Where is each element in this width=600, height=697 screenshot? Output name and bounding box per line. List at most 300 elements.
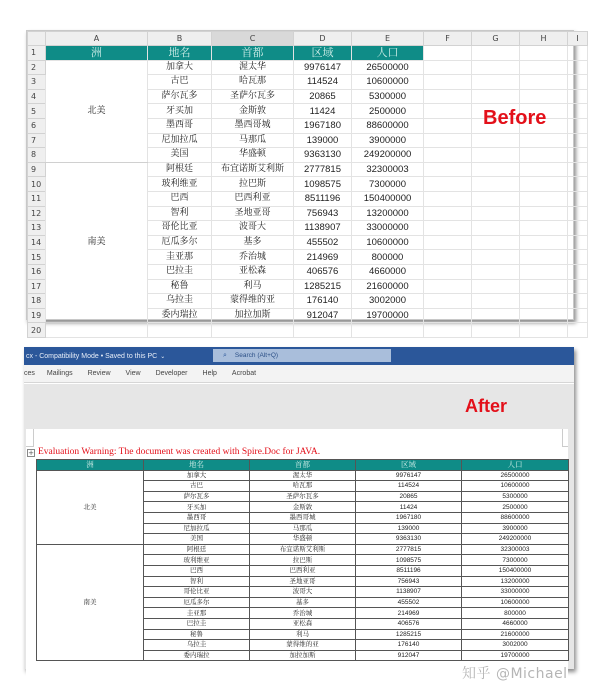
search-icon: ⌕ xyxy=(223,351,227,359)
area-cell[interactable]: 114524 xyxy=(294,75,352,90)
cell[interactable] xyxy=(568,294,588,309)
population-cell[interactable]: 21600000 xyxy=(352,279,424,294)
row-header[interactable]: 3 xyxy=(28,75,46,90)
row-header[interactable]: 10 xyxy=(28,177,46,192)
population-cell[interactable]: 150400000 xyxy=(462,565,569,576)
capital-cell[interactable]: 巴西利亚 xyxy=(212,191,294,206)
cell[interactable] xyxy=(472,162,520,177)
area-cell[interactable]: 20865 xyxy=(356,491,462,502)
area-cell[interactable]: 114524 xyxy=(356,481,462,492)
population-cell[interactable]: 249200000 xyxy=(352,148,424,163)
capital-cell[interactable]: 哈瓦那 xyxy=(250,481,356,492)
cell[interactable] xyxy=(568,308,588,323)
name-cell[interactable]: 委内瑞拉 xyxy=(148,308,212,323)
column-header[interactable]: F xyxy=(424,32,472,46)
ribbon-tab-acrobat[interactable]: Acrobat xyxy=(231,370,257,377)
name-cell[interactable]: 委内瑞拉 xyxy=(144,650,250,661)
area-cell[interactable]: 176140 xyxy=(294,294,352,309)
capital-cell[interactable]: 金斯敦 xyxy=(250,502,356,513)
population-cell[interactable]: 2500000 xyxy=(352,104,424,119)
evaluation-warning: Evaluation Warning: The document was created with Spire.Doc for JAVA. xyxy=(38,447,321,457)
header-cell[interactable]: 首都 xyxy=(250,460,356,471)
name-cell[interactable]: 哥伦比亚 xyxy=(148,221,212,236)
row-header[interactable]: 9 xyxy=(28,162,46,177)
cell[interactable] xyxy=(472,60,520,75)
capital-cell[interactable]: 哈瓦那 xyxy=(212,75,294,90)
area-cell[interactable]: 8511196 xyxy=(356,565,462,576)
capital-cell[interactable]: 波哥大 xyxy=(250,587,356,598)
area-cell[interactable]: 1967180 xyxy=(294,118,352,133)
cell[interactable] xyxy=(520,162,568,177)
cell[interactable] xyxy=(472,89,520,104)
cell[interactable] xyxy=(352,323,424,338)
cell[interactable] xyxy=(472,206,520,221)
before-label: Before xyxy=(483,107,547,129)
cell[interactable] xyxy=(568,177,588,192)
name-cell[interactable]: 秘鲁 xyxy=(144,629,250,640)
name-cell[interactable]: 圭亚那 xyxy=(148,250,212,265)
population-cell[interactable]: 800000 xyxy=(462,608,569,619)
capital-cell[interactable]: 布宜诺斯艾利斯 xyxy=(250,544,356,555)
capital-cell[interactable]: 基多 xyxy=(212,235,294,250)
cell[interactable] xyxy=(424,221,472,236)
row-header[interactable]: 15 xyxy=(28,250,46,265)
capital-cell[interactable]: 蒙得维的亚 xyxy=(212,294,294,309)
select-all-corner[interactable] xyxy=(28,32,46,46)
name-cell[interactable]: 乌拉圭 xyxy=(144,640,250,651)
continent-cell[interactable]: 南美 xyxy=(37,544,144,661)
population-cell[interactable]: 4660000 xyxy=(352,264,424,279)
capital-cell[interactable]: 拉巴斯 xyxy=(250,555,356,566)
cell[interactable] xyxy=(520,206,568,221)
population-cell[interactable]: 150400000 xyxy=(352,191,424,206)
row-header[interactable]: 1 xyxy=(28,46,46,61)
population-cell[interactable]: 13200000 xyxy=(352,206,424,221)
capital-cell[interactable]: 圣萨尔瓦多 xyxy=(250,491,356,502)
word-table xyxy=(36,459,569,661)
column-header[interactable]: C xyxy=(212,32,294,46)
name-cell[interactable]: 厄瓜多尔 xyxy=(148,235,212,250)
area-cell[interactable]: 11424 xyxy=(294,104,352,119)
cell[interactable] xyxy=(520,264,568,279)
area-cell[interactable]: 756943 xyxy=(356,576,462,587)
capital-cell[interactable]: 波哥大 xyxy=(212,221,294,236)
ribbon-tab-mailings[interactable]: Mailings xyxy=(46,370,73,377)
name-cell[interactable]: 哥伦比亚 xyxy=(144,587,250,598)
population-cell[interactable]: 7300000 xyxy=(462,555,569,566)
row-header[interactable]: 20 xyxy=(28,323,46,338)
cell[interactable] xyxy=(520,148,568,163)
row-header[interactable]: 16 xyxy=(28,264,46,279)
column-header[interactable]: B xyxy=(148,32,212,46)
cell[interactable] xyxy=(568,75,588,90)
cell[interactable] xyxy=(568,279,588,294)
name-cell[interactable]: 尼加拉瓜 xyxy=(144,523,250,534)
area-cell[interactable]: 9976147 xyxy=(356,470,462,481)
area-cell[interactable]: 8511196 xyxy=(294,191,352,206)
cell[interactable] xyxy=(424,206,472,221)
capital-cell[interactable]: 蒙得维的亚 xyxy=(250,640,356,651)
cell[interactable] xyxy=(424,308,472,323)
name-cell[interactable]: 萨尔瓦多 xyxy=(144,491,250,502)
cell[interactable] xyxy=(472,191,520,206)
area-cell[interactable]: 9363130 xyxy=(294,148,352,163)
cell[interactable] xyxy=(520,60,568,75)
capital-cell[interactable]: 加拉加斯 xyxy=(212,308,294,323)
cell[interactable] xyxy=(520,191,568,206)
population-cell[interactable]: 3900000 xyxy=(352,133,424,148)
area-cell[interactable]: 756943 xyxy=(294,206,352,221)
cell[interactable] xyxy=(520,294,568,309)
population-cell[interactable]: 5300000 xyxy=(462,491,569,502)
cell[interactable] xyxy=(472,177,520,192)
area-cell[interactable]: 455502 xyxy=(356,597,462,608)
document-title: cx - Compatibility Mode • Saved to this PC xyxy=(26,352,158,360)
continent-cell[interactable]: 北美 xyxy=(46,60,148,162)
search-placeholder: Search (Alt+Q) xyxy=(234,352,279,359)
header-cell[interactable]: 区域 xyxy=(294,46,352,61)
column-header[interactable]: H xyxy=(520,32,568,46)
name-cell[interactable]: 牙买加 xyxy=(148,104,212,119)
header-cell[interactable]: 人口 xyxy=(462,460,569,471)
population-cell[interactable]: 249200000 xyxy=(462,534,569,545)
cell[interactable] xyxy=(472,148,520,163)
capital-cell[interactable]: 乔治城 xyxy=(212,250,294,265)
column-header[interactable]: G xyxy=(472,32,520,46)
area-cell[interactable]: 1285215 xyxy=(356,629,462,640)
area-cell[interactable]: 9976147 xyxy=(294,60,352,75)
cell[interactable] xyxy=(424,60,472,75)
header-cell[interactable]: 洲 xyxy=(46,46,148,61)
row-header[interactable]: 5 xyxy=(28,104,46,119)
cell[interactable] xyxy=(472,264,520,279)
area-cell[interactable]: 912047 xyxy=(294,308,352,323)
population-cell[interactable]: 26500000 xyxy=(352,60,424,75)
capital-cell[interactable]: 利马 xyxy=(250,629,356,640)
population-cell[interactable]: 3002000 xyxy=(352,294,424,309)
cell[interactable] xyxy=(568,133,588,148)
row-header[interactable]: 14 xyxy=(28,235,46,250)
row-header[interactable]: 4 xyxy=(28,89,46,104)
capital-cell[interactable]: 加拉加斯 xyxy=(250,650,356,661)
margin-corner-mark-right xyxy=(562,429,568,447)
cell[interactable] xyxy=(568,221,588,236)
table-move-handle-icon[interactable]: + xyxy=(28,449,34,457)
area-cell[interactable]: 1285215 xyxy=(294,279,352,294)
row-header[interactable]: 2 xyxy=(28,60,46,75)
area-cell[interactable]: 406576 xyxy=(294,264,352,279)
name-cell[interactable]: 阿根廷 xyxy=(148,162,212,177)
cell[interactable] xyxy=(148,323,212,338)
continent-cell[interactable]: 北美 xyxy=(37,470,144,544)
population-cell[interactable]: 32300003 xyxy=(462,544,569,555)
population-cell[interactable]: 7300000 xyxy=(352,177,424,192)
cell[interactable] xyxy=(212,323,294,338)
population-cell[interactable]: 19700000 xyxy=(352,308,424,323)
margin-corner-mark xyxy=(26,429,34,447)
name-cell[interactable]: 圭亚那 xyxy=(144,608,250,619)
ribbon-tab-view[interactable]: View xyxy=(125,370,141,377)
row-header[interactable]: 11 xyxy=(28,191,46,206)
name-cell[interactable]: 厄瓜多尔 xyxy=(144,597,250,608)
area-cell[interactable]: 139000 xyxy=(294,133,352,148)
after-label: After xyxy=(465,396,508,416)
capital-cell[interactable]: 墨西哥城 xyxy=(212,118,294,133)
cell[interactable] xyxy=(472,221,520,236)
cell[interactable] xyxy=(520,46,568,61)
row-header[interactable]: 12 xyxy=(28,206,46,221)
cell[interactable] xyxy=(568,162,588,177)
name-cell[interactable]: 阿根廷 xyxy=(144,544,250,555)
name-cell[interactable]: 美国 xyxy=(144,534,250,545)
ribbon-tab-review[interactable]: Review xyxy=(87,370,111,377)
area-cell[interactable]: 2777815 xyxy=(356,544,462,555)
capital-cell[interactable]: 圣地亚哥 xyxy=(212,206,294,221)
population-cell[interactable]: 88600000 xyxy=(462,512,569,523)
population-cell[interactable]: 2500000 xyxy=(462,502,569,513)
name-cell[interactable]: 加拿大 xyxy=(144,470,250,481)
capital-cell[interactable]: 拉巴斯 xyxy=(212,177,294,192)
area-cell[interactable]: 406576 xyxy=(356,618,462,629)
area-cell[interactable]: 139000 xyxy=(356,523,462,534)
area-cell[interactable]: 1967180 xyxy=(356,512,462,523)
population-cell[interactable]: 5300000 xyxy=(352,89,424,104)
area-cell[interactable]: 11424 xyxy=(356,502,462,513)
cell[interactable] xyxy=(472,46,520,61)
continent-cell[interactable]: 南美 xyxy=(46,162,148,323)
area-cell[interactable]: 1098575 xyxy=(356,555,462,566)
capital-cell[interactable]: 基多 xyxy=(250,597,356,608)
cell[interactable] xyxy=(424,118,472,133)
cell[interactable] xyxy=(520,279,568,294)
capital-cell[interactable]: 华盛顿 xyxy=(250,534,356,545)
cell[interactable] xyxy=(46,323,148,338)
capital-cell[interactable]: 马那瓜 xyxy=(250,523,356,534)
area-cell[interactable]: 1138907 xyxy=(294,221,352,236)
area-cell[interactable]: 455502 xyxy=(294,235,352,250)
name-cell[interactable]: 巴拉圭 xyxy=(144,618,250,629)
cell[interactable] xyxy=(424,235,472,250)
row-header[interactable]: 19 xyxy=(28,308,46,323)
name-cell[interactable]: 牙买加 xyxy=(144,502,250,513)
table-row xyxy=(28,162,588,177)
population-cell[interactable]: 3900000 xyxy=(462,523,569,534)
population-cell[interactable]: 21600000 xyxy=(462,629,569,640)
cell[interactable] xyxy=(568,191,588,206)
cell[interactable] xyxy=(424,46,472,61)
ribbon-tab-help[interactable]: Help xyxy=(202,370,217,377)
cell[interactable] xyxy=(472,235,520,250)
area-cell[interactable]: 20865 xyxy=(294,89,352,104)
chevron-down-icon[interactable]: ⌄ xyxy=(160,352,166,360)
area-cell[interactable]: 1138907 xyxy=(356,587,462,598)
cell[interactable] xyxy=(424,89,472,104)
cell[interactable] xyxy=(472,75,520,90)
cell[interactable] xyxy=(424,279,472,294)
cell[interactable] xyxy=(568,235,588,250)
table-row xyxy=(28,60,588,75)
name-cell[interactable]: 加拿大 xyxy=(148,60,212,75)
population-cell[interactable]: 4660000 xyxy=(462,618,569,629)
cell[interactable] xyxy=(424,162,472,177)
cell[interactable] xyxy=(520,221,568,236)
capital-cell[interactable]: 亚松森 xyxy=(212,264,294,279)
row-header[interactable]: 17 xyxy=(28,279,46,294)
cell[interactable] xyxy=(568,250,588,265)
capital-cell[interactable]: 布宜诺斯艾利斯 xyxy=(212,162,294,177)
cell[interactable] xyxy=(520,89,568,104)
document-area xyxy=(24,384,574,669)
population-cell[interactable]: 33000000 xyxy=(462,587,569,598)
cell[interactable] xyxy=(472,279,520,294)
population-cell[interactable]: 88600000 xyxy=(352,118,424,133)
area-cell[interactable]: 1098575 xyxy=(294,177,352,192)
header-cell[interactable]: 洲 xyxy=(37,460,144,471)
area-cell[interactable]: 214969 xyxy=(294,250,352,265)
area-cell[interactable]: 2777815 xyxy=(294,162,352,177)
capital-cell[interactable]: 墨西哥城 xyxy=(250,512,356,523)
cell[interactable] xyxy=(520,75,568,90)
cell[interactable] xyxy=(424,294,472,309)
cell[interactable] xyxy=(568,206,588,221)
column-header[interactable]: D xyxy=(294,32,352,46)
cell[interactable] xyxy=(424,75,472,90)
name-cell[interactable]: 巴拉圭 xyxy=(148,264,212,279)
cell[interactable] xyxy=(472,250,520,265)
ribbon-tabs xyxy=(24,365,574,383)
capital-cell[interactable]: 渥太华 xyxy=(250,470,356,481)
cell[interactable] xyxy=(424,191,472,206)
column-header[interactable]: E xyxy=(352,32,424,46)
cell[interactable] xyxy=(568,148,588,163)
cell[interactable] xyxy=(568,264,588,279)
population-cell[interactable]: 33000000 xyxy=(352,221,424,236)
cell[interactable] xyxy=(424,177,472,192)
cell[interactable] xyxy=(568,46,588,61)
name-cell[interactable]: 古巴 xyxy=(144,481,250,492)
capital-cell[interactable]: 圣萨尔瓦多 xyxy=(212,89,294,104)
cell[interactable] xyxy=(520,235,568,250)
cell[interactable] xyxy=(568,89,588,104)
cell[interactable] xyxy=(424,264,472,279)
cell[interactable] xyxy=(472,323,520,338)
cell[interactable] xyxy=(520,323,568,338)
row-header[interactable]: 7 xyxy=(28,133,46,148)
cell[interactable] xyxy=(424,250,472,265)
population-cell[interactable]: 10600000 xyxy=(352,75,424,90)
column-header[interactable]: A xyxy=(46,32,148,46)
capital-cell[interactable]: 金斯敦 xyxy=(212,104,294,119)
population-cell[interactable]: 10600000 xyxy=(462,481,569,492)
cell[interactable] xyxy=(424,133,472,148)
cell[interactable] xyxy=(520,250,568,265)
name-cell[interactable]: 智利 xyxy=(144,576,250,587)
population-cell[interactable]: 13200000 xyxy=(462,576,569,587)
name-cell[interactable]: 巴西 xyxy=(148,191,212,206)
capital-cell[interactable]: 亚松森 xyxy=(250,618,356,629)
cell[interactable] xyxy=(424,148,472,163)
cell[interactable] xyxy=(568,104,588,119)
ribbon-tab-developer[interactable]: Developer xyxy=(155,370,188,377)
area-cell[interactable]: 912047 xyxy=(356,650,462,661)
area-cell[interactable]: 9363130 xyxy=(356,534,462,545)
table-row xyxy=(37,544,569,555)
name-cell[interactable]: 美国 xyxy=(148,148,212,163)
capital-cell[interactable]: 马那瓜 xyxy=(212,133,294,148)
name-cell[interactable]: 尼加拉瓜 xyxy=(148,133,212,148)
population-cell[interactable]: 19700000 xyxy=(462,650,569,661)
name-cell[interactable]: 秘鲁 xyxy=(148,279,212,294)
word-window xyxy=(24,347,574,669)
ribbon-tab-ces[interactable]: ces xyxy=(24,370,35,377)
table-header-row xyxy=(37,460,569,471)
table-row xyxy=(37,470,569,481)
cell[interactable] xyxy=(520,133,568,148)
capital-cell[interactable]: 利马 xyxy=(212,279,294,294)
name-cell[interactable]: 智利 xyxy=(148,206,212,221)
header-cell[interactable]: 区域 xyxy=(356,460,462,471)
header-cell[interactable]: 地名 xyxy=(148,46,212,61)
name-cell[interactable]: 墨西哥 xyxy=(144,512,250,523)
row-header[interactable]: 18 xyxy=(28,294,46,309)
population-cell[interactable]: 32300003 xyxy=(352,162,424,177)
capital-cell[interactable]: 圣地亚哥 xyxy=(250,576,356,587)
row-header[interactable]: 13 xyxy=(28,221,46,236)
population-cell[interactable]: 10600000 xyxy=(352,235,424,250)
cell[interactable] xyxy=(520,177,568,192)
cell[interactable] xyxy=(520,308,568,323)
name-cell[interactable]: 玻利维亚 xyxy=(148,177,212,192)
cell[interactable] xyxy=(472,133,520,148)
population-cell[interactable]: 10600000 xyxy=(462,597,569,608)
area-cell[interactable]: 214969 xyxy=(356,608,462,619)
row-header[interactable]: 6 xyxy=(28,118,46,133)
watermark: 知乎 @Michael xyxy=(462,666,568,682)
cell[interactable] xyxy=(568,323,588,338)
header-cell[interactable]: 首都 xyxy=(212,46,294,61)
excel-grid xyxy=(27,31,588,338)
search-input[interactable] xyxy=(213,349,391,362)
excel-spreadsheet-panel xyxy=(26,30,579,335)
capital-cell[interactable]: 乔治城 xyxy=(250,608,356,619)
name-cell[interactable]: 古巴 xyxy=(148,75,212,90)
name-cell[interactable]: 乌拉圭 xyxy=(148,294,212,309)
capital-cell[interactable]: 渥太华 xyxy=(212,60,294,75)
name-cell[interactable]: 墨西哥 xyxy=(148,118,212,133)
cell[interactable] xyxy=(472,308,520,323)
cell[interactable] xyxy=(568,60,588,75)
header-cell[interactable]: 地名 xyxy=(144,460,250,471)
capital-cell[interactable]: 巴西利亚 xyxy=(250,565,356,576)
document-page[interactable] xyxy=(26,429,568,679)
cell[interactable] xyxy=(472,294,520,309)
cell[interactable] xyxy=(294,323,352,338)
cell[interactable] xyxy=(424,323,472,338)
row-header[interactable]: 8 xyxy=(28,148,46,163)
name-cell[interactable]: 玻利维亚 xyxy=(144,555,250,566)
population-cell[interactable]: 3002000 xyxy=(462,640,569,651)
column-header[interactable]: I xyxy=(568,32,588,46)
population-cell[interactable]: 26500000 xyxy=(462,470,569,481)
name-cell[interactable]: 巴西 xyxy=(144,565,250,576)
cell[interactable] xyxy=(568,118,588,133)
header-cell[interactable]: 人口 xyxy=(352,46,424,61)
population-cell[interactable]: 800000 xyxy=(352,250,424,265)
area-cell[interactable]: 176140 xyxy=(356,640,462,651)
name-cell[interactable]: 萨尔瓦多 xyxy=(148,89,212,104)
cell[interactable] xyxy=(424,104,472,119)
capital-cell[interactable]: 华盛顿 xyxy=(212,148,294,163)
